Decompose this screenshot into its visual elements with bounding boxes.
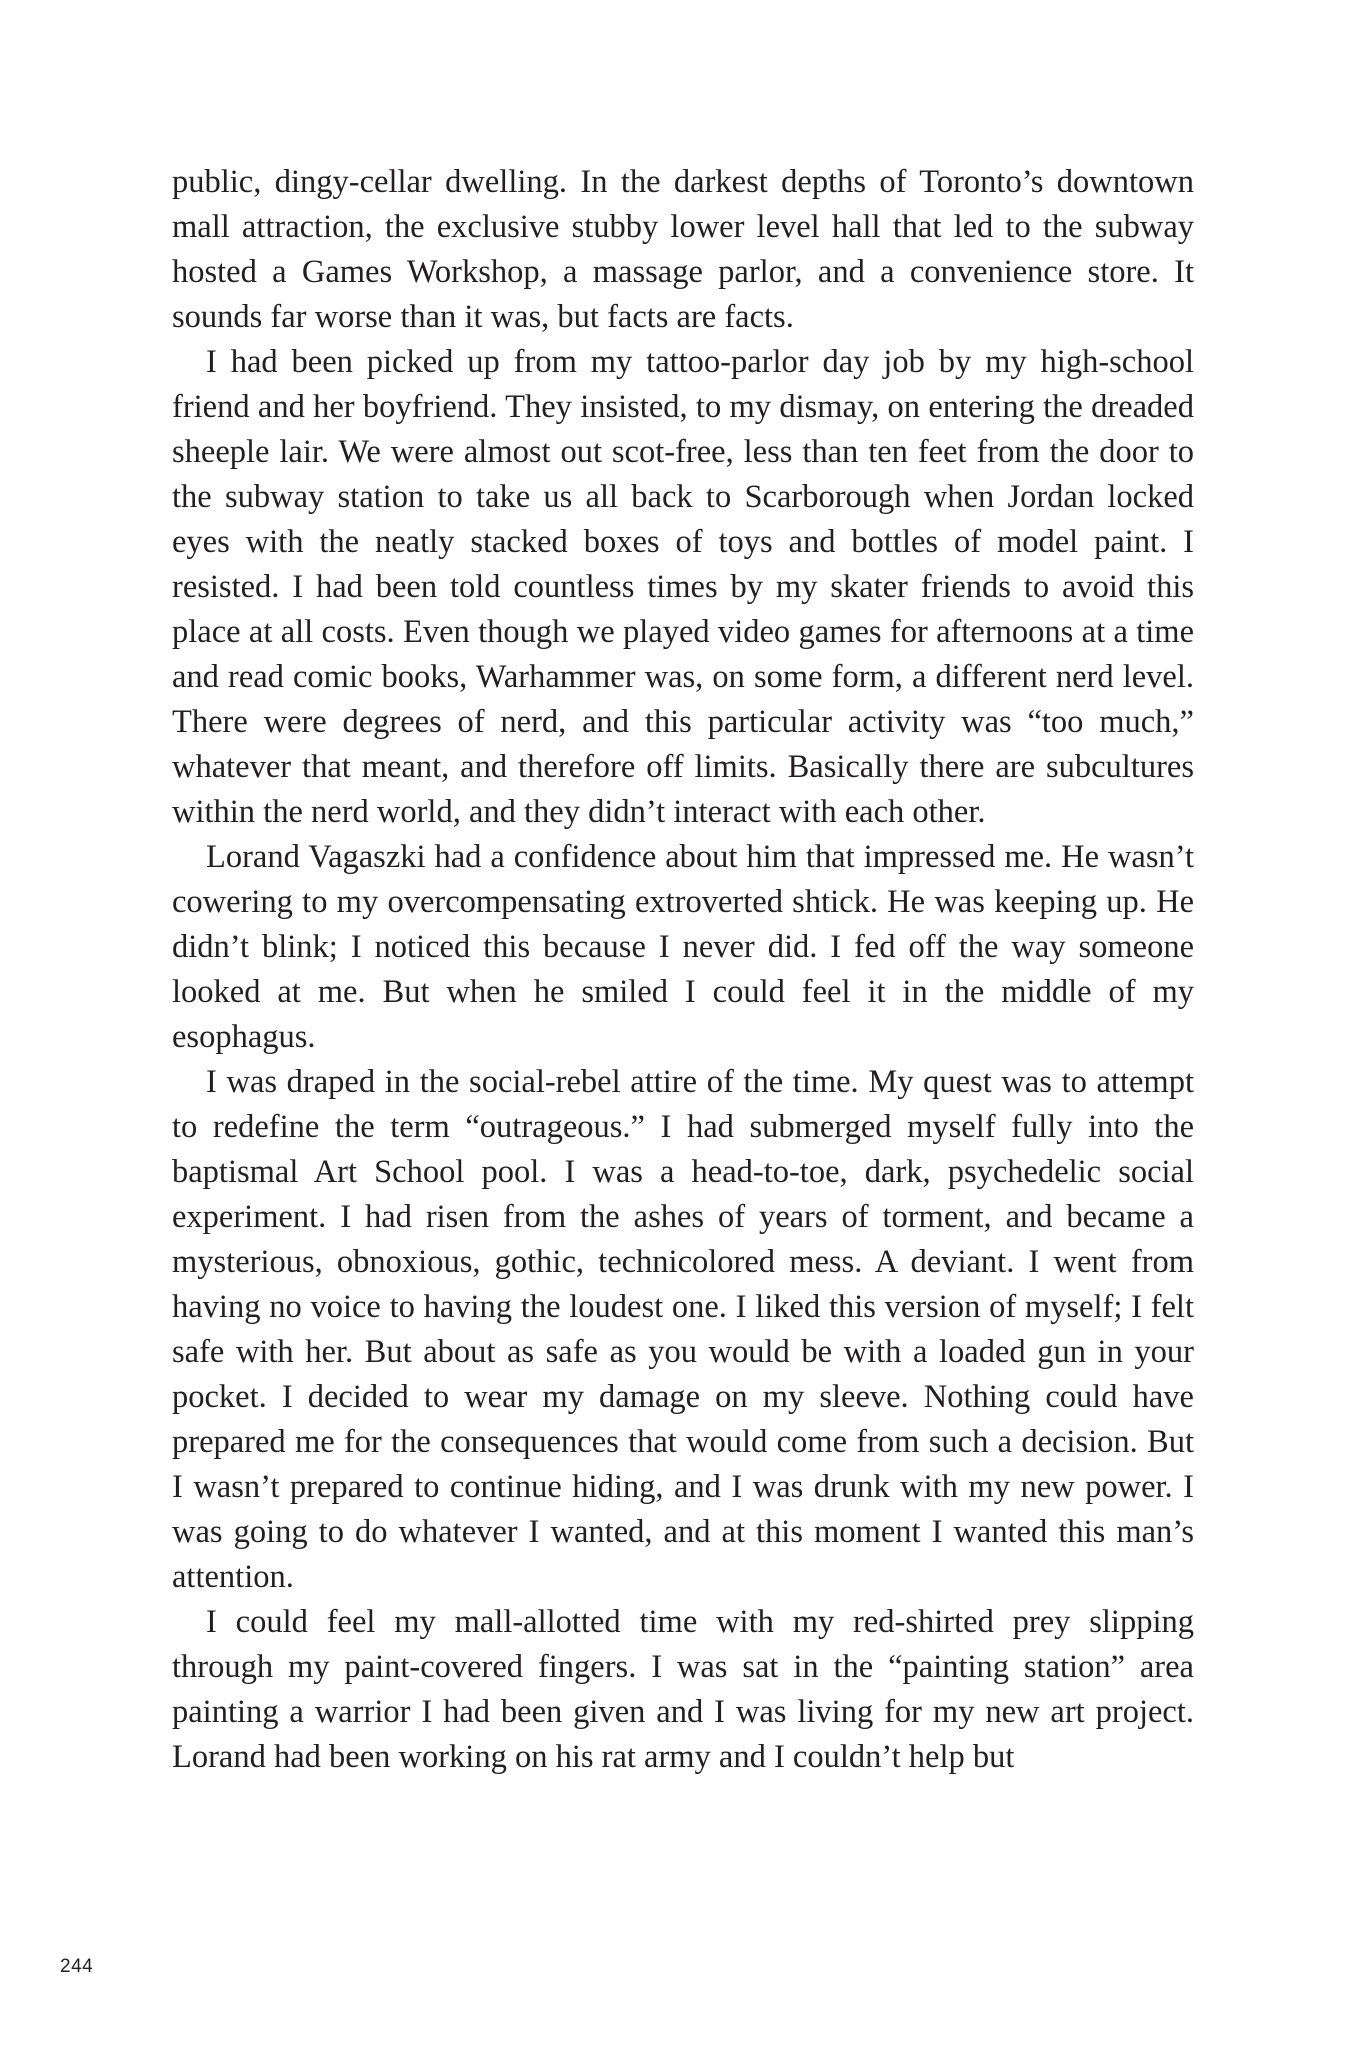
body-text <box>172 160 1194 1780</box>
paragraph-2: I had been picked up from my tattoo-parlor day job by my high-school friend and her boyfriend. They insisted, to my dismay, on entering the dreaded sheeple lair. We were almost out scot-free, less than ten feet from the door to the subway station to take us all back to Scarborough when Jordan locked eyes with the neatly stacked boxes of toys and bottles of model paint. I resisted. I had been told countless times by my skater friends to avoid this place at all costs. Even though we played video games for afternoons at a time and read comic books, Warhammer was, on some form, a different nerd level. There were degrees of nerd, and this particular activity was “too much,” whatever that meant, and therefore off limits. Basically there are subcultures within the nerd world, and they didn’t interact with each other. <box>172 344 1194 830</box>
paragraph-3: Lorand Vagaszki had a confidence about him that impressed me. He wasn’t cowering to my overcompensating extroverted shtick. He was keeping up. He didn’t blink; I noticed this because I never did. I fed off the way someone looked at me. But when he smiled I could feel it in the middle of my esophagus. <box>172 839 1194 1055</box>
paragraph-5: I could feel my mall-allotted time with my red-shirted prey slipping through my paint-covered fingers. I was sat in the “painting station” area painting a warrior I had been given and I was living for my new art project. Lorand had been working on his rat army and I couldn’t help but <box>172 1604 1194 1775</box>
paragraph-4: I was draped in the social-rebel attire of the time. My quest was to attempt to redefine the term “outrageous.” I had submerged myself fully into the baptismal Art School pool. I was a head-to-toe, dark, psychedelic social experiment. I had risen from the ashes of years of torment, and became a mysterious, obnoxious, gothic, technicolored mess. A deviant. I went from having no voice to having the loudest one. I liked this version of myself; I felt safe with her. But about as safe as you would be with a loaded gun in your pocket. I decided to wear my damage on my sleeve. Nothing could have prepared me for the consequences that would come from such a decision. But I wasn’t prepared to continue hiding, and I was drunk with my new power. I was going to do whatever I wanted, and at this moment I wanted this man’s attention. <box>172 1064 1194 1595</box>
page-number: 244 <box>60 1956 94 1977</box>
paragraph-1: public, dingy-cellar dwelling. In the darkest depths of Toronto’s downtown mall attraction, the exclusive stubby lower level hall that led to the subway hosted a Games Workshop, a massage parlor, and a convenience store. It sounds far worse than it was, but facts are facts. <box>172 164 1194 335</box>
